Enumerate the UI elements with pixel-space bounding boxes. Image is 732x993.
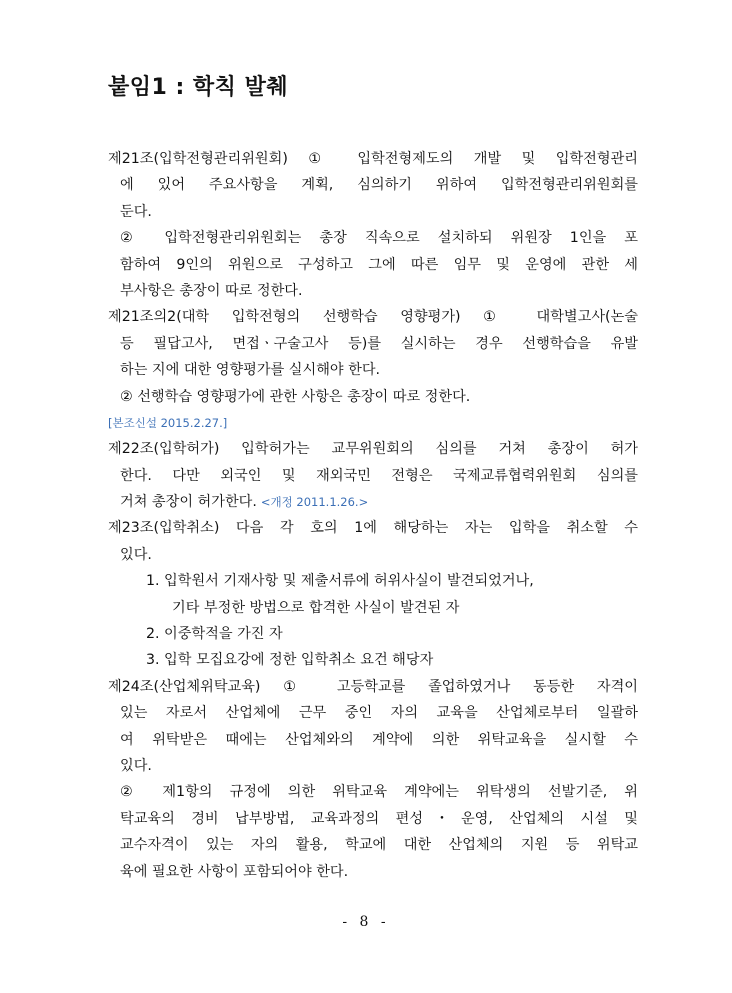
article-23-item-3: 3. 입학 모집요강에 정한 입학취소 요건 해당자 xyxy=(146,652,434,669)
article-22-line-3 xyxy=(108,489,638,515)
article-21-line-3: 둔다. xyxy=(120,203,152,220)
article-23-line-1: 제23조(입학취소) 다음 각 호의 1에 해당하는 자는 입학을 취소할 수 xyxy=(108,520,638,537)
article-24-line-2: 있는 자로서 산업체에 근무 중인 자의 교육을 산업체로부터 일괄하 xyxy=(120,705,638,722)
article-21-2-para-2: ② 선행학습 영향평가에 관한 사항은 총장이 따로 정한다. xyxy=(120,388,471,405)
article-22-line-3-text: 거쳐 총장이 허가한다. xyxy=(120,494,257,511)
article-21-para-2-line-3: 부사항은 총장이 따로 정한다. xyxy=(120,282,303,299)
article-24-para-2-line-4: 육에 필요한 사항이 포함되어야 한다. xyxy=(120,863,349,880)
article-24-para-2-line-2: 탁교육의 경비 납부방법, 교육과정의 편성・운영, 산업체의 시설 및 xyxy=(120,810,638,827)
article-24-para-2-line-1: ② 제1항의 규정에 의한 위탁교육 계약에는 위탁생의 선발기준, 위 xyxy=(120,784,638,801)
article-24-line-1: 제24조(산업체위탁교육) ① 고등학교를 졸업하였거나 동등한 자격이 xyxy=(108,678,638,695)
page-number: - 8 - xyxy=(342,914,390,930)
article-23-line-2: 있다. xyxy=(120,546,152,563)
article-24-para-2-line-3: 교수자격이 있는 자의 활용, 학교에 대한 산업체의 지원 등 위탁교 xyxy=(120,837,638,854)
article-21-para-2-line-2: 함하여 9인의 위원으로 구성하고 그에 따른 임무 및 운영에 관한 세 xyxy=(120,256,638,273)
article-23-item-2: 2. 이중학적을 가진 자 xyxy=(146,626,283,643)
article-21-line-2: 에 있어 주요사항을 계획, 심의하기 위하여 입학전형관리위원회를 xyxy=(120,177,638,194)
page-title: 붙임1 : 학칙 발췌 xyxy=(108,75,289,100)
article-23-item-1-line-1: 1. 입학원서 기재사항 및 제출서류에 허위사실이 발견되었거나, xyxy=(146,573,534,590)
regulation-body xyxy=(108,146,638,885)
article-21-line-1: 제21조(입학전형관리위원회) ① 입학전형제도의 개발 및 입학전형관리 xyxy=(108,151,638,167)
article-24-line-4: 있다. xyxy=(120,757,152,774)
article-21-2-line-1: 제21조의2(대학 입학전형의 선행학습 영향평가) ① 대학별고사(논술 xyxy=(108,309,638,326)
amendment-note-revision: <개정 2011.1.26.> xyxy=(260,495,369,510)
article-21-2-line-2: 등 필답고사, 면접ㆍ구술고사 등)를 실시하는 경우 선행학습을 유발 xyxy=(120,335,638,352)
amendment-note-new-article: [본조신설 2015.2.27.] xyxy=(108,415,228,430)
article-22-line-2: 한다. 다만 외국인 및 재외국민 전형은 국제교류협력위원회 심의를 xyxy=(120,467,638,484)
article-21-para-2-line-1: ② 입학전형관리위원회는 총장 직속으로 설치하되 위원장 1인을 포 xyxy=(120,230,638,247)
article-22-line-1: 제22조(입학허가) 입학허가는 교무위원회의 심의를 거쳐 총장이 허가 xyxy=(108,441,638,458)
article-23-item-1-line-2: 기타 부정한 방법으로 합격한 사실이 발견된 자 xyxy=(172,599,460,616)
article-21-2-line-3: 하는 지에 대한 영향평가를 실시해야 한다. xyxy=(120,362,381,379)
article-24-line-3: 여 위탁받은 때에는 산업체와의 계약에 의한 위탁교육을 실시할 수 xyxy=(120,731,638,748)
